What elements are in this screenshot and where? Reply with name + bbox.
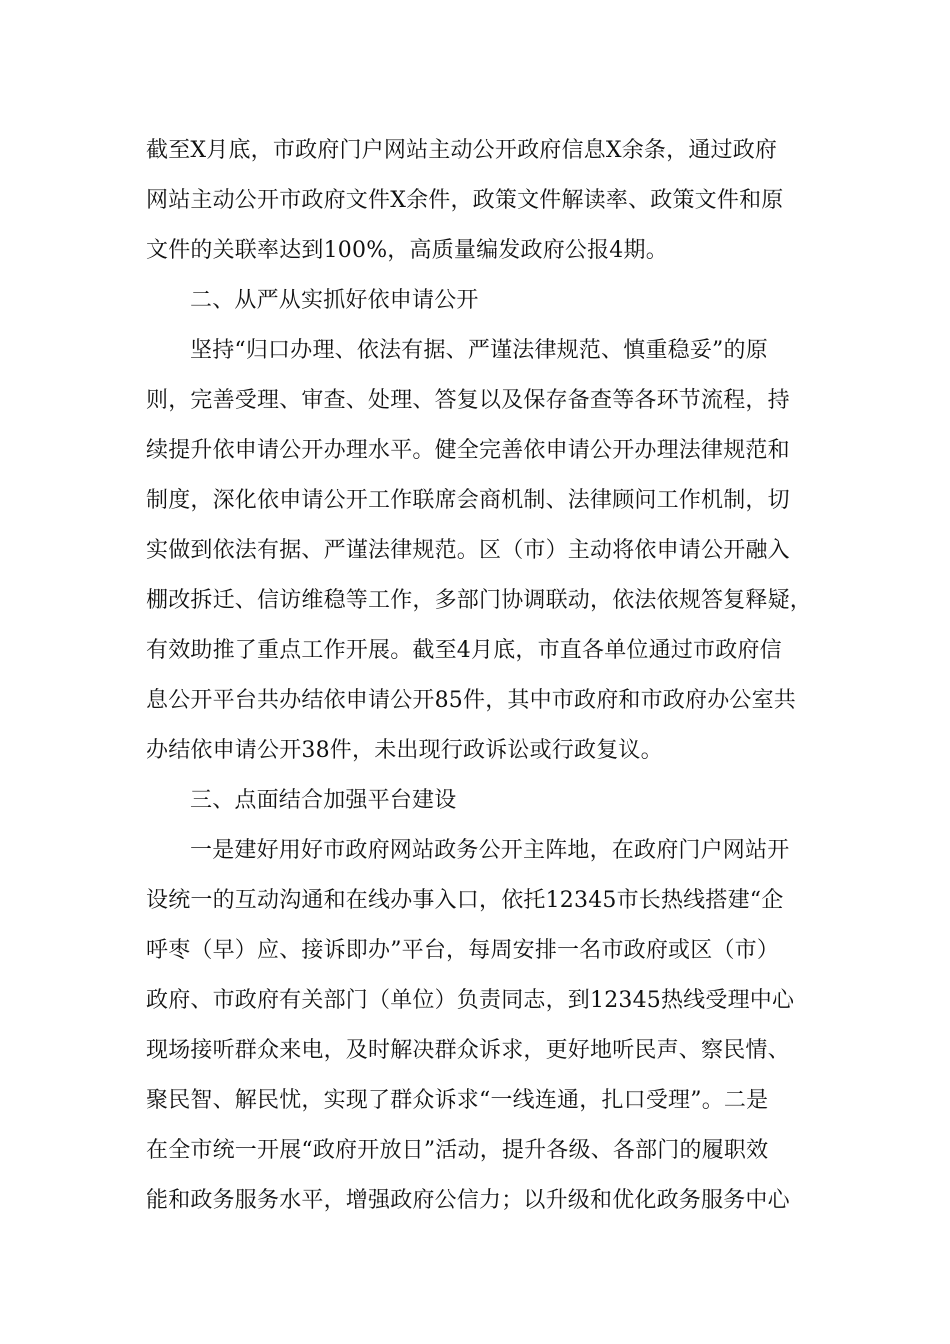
paragraph-line: 则，完善受理、审查、处理、答复以及保存备查等各环节流程，持 [146, 388, 790, 413]
paragraph-line: 设统一的互动沟通和在线办事入口，依托12345市长热线搭建“企 [146, 888, 784, 913]
paragraph-line: 办结依申请公开38件，未出现行政诉讼或行政复议。 [146, 738, 663, 763]
paragraph-line: 截至X月底，市政府门户网站主动公开政府信息X余条，通过政府 [146, 138, 778, 163]
paragraph-line: 聚民智、解民忧，实现了群众诉求“一线连通，扎口受理”。二是 [146, 1088, 769, 1113]
paragraph-line: 网站主动公开市政府文件X余件，政策文件解读率、政策文件和原 [146, 188, 784, 213]
paragraph-line: 息公开平台共办结依申请公开85件，其中市政府和市政府办公室共 [146, 688, 796, 713]
paragraph-line: 在全市统一开展“政府开放日”活动，提升各级、各部门的履职效 [146, 1138, 769, 1163]
paragraph-line: 能和政务服务水平，增强政府公信力；以升级和优化政务服务中心 [146, 1188, 790, 1213]
paragraph-line: 政府、市政府有关部门（单位）负责同志，到12345热线受理中心 [146, 988, 795, 1013]
section-heading: 三、点面结合加强平台建设 [190, 788, 457, 813]
paragraph-line: 呼枣（早）应、接诉即办”平台，每周安排一名市政府或区（市） [146, 938, 780, 963]
paragraph-line: 有效助推了重点工作开展。截至4月底，市直各单位通过市政府信 [146, 638, 782, 663]
paragraph-line: 续提升依申请公开办理水平。健全完善依申请公开办理法律规范和 [146, 438, 790, 463]
paragraph-line: 坚持“归口办理、依法有据、严谨法律规范、慎重稳妥”的原 [190, 338, 768, 363]
paragraph-line: 一是建好用好市政府网站政务公开主阵地，在政府门户网站开 [190, 838, 790, 863]
paragraph-line: 现场接听群众来电，及时解决群众诉求，更好地听民声、察民情、 [146, 1038, 790, 1063]
paragraph-line: 棚改拆迁、信访维稳等工作，多部门协调联动，依法依规答复释疑， [146, 588, 813, 613]
paragraph-line: 文件的关联率达到100%，高质量编发政府公报4期。 [146, 238, 668, 263]
paragraph-line: 制度，深化依申请公开工作联席会商机制、法律顾问工作机制，切 [146, 488, 790, 513]
paragraph-line: 实做到依法有据、严谨法律规范。区（市）主动将依申请公开融入 [146, 538, 790, 563]
section-heading: 二、从严从实抓好依申请公开 [190, 288, 479, 313]
